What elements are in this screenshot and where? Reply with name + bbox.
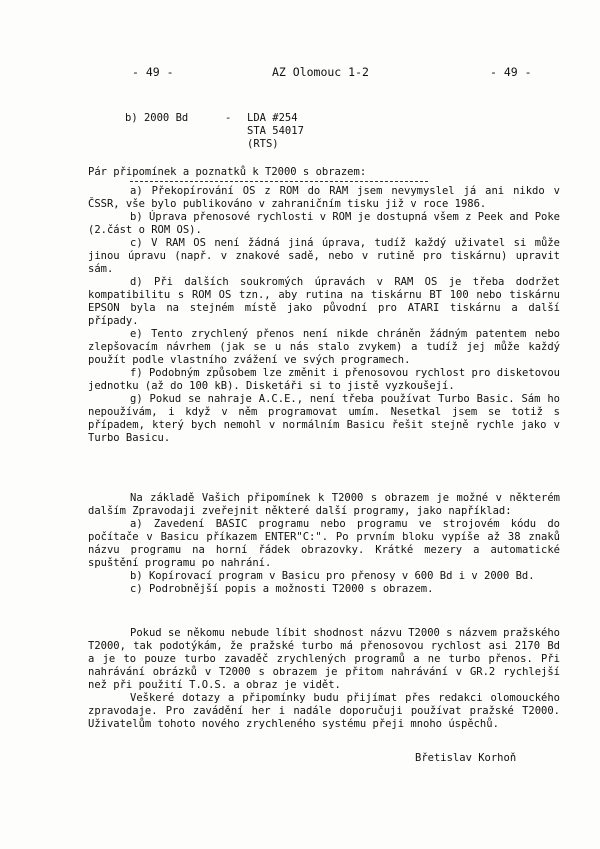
code-listing <box>125 112 304 151</box>
page-number-left: - 49 - <box>132 65 174 79</box>
program-intro: Na základě Vašich připomínek k T2000 s obrazem je možné v některém dalším Zpravodaji zveřejnit některé další programy, jako například: <box>88 492 560 517</box>
remarks-section <box>88 166 560 445</box>
code-line: (RTS) <box>247 138 279 150</box>
remark-item: c) V RAM OS není žádná jiná úprava, tudíž každý uživatel si může jinou úpravu (např. v znakové sadě, nebo v rutině pro tiskárnu) upravit sám. <box>88 237 560 275</box>
program-item: b) Kopírovací program v Basicu pro přenosy v 600 Bd i v 2000 Bd. <box>130 570 535 582</box>
remark-item: g) Pokud se nahraje A.C.E., není třeba používat Turbo Basic. Sám ho nepoužívám, i když v něm programovat umím. Nesetkal jsem se totiž s případem, který bych nemohl v normálním Basicu řešit stejně rychle jako v Turbo Basicu. <box>88 393 560 444</box>
remark-item: d) Při dalších soukromých úpravách v RAM OS je třeba dodržet kompatibilitu s ROM OS tzn., aby rutina na tiskárnu BT 100 nebo tiskárnu EPSON byla na stejném místě jako původní pro ATARI tiskárnu a další případy. <box>88 276 560 327</box>
code-line: STA 54017 <box>247 125 304 137</box>
page-number-right: - 49 - <box>490 65 532 79</box>
code-instructions <box>247 112 304 151</box>
remarks-heading: Pár připomínek a poznatků k T2000 s obrazem: <box>88 166 367 178</box>
author-signature: Břetislav Korhoň <box>415 752 517 764</box>
page-header-title: AZ Olomouc 1-2 <box>272 65 369 79</box>
closing-paragraph: Veškeré dotazy a připomínky budu přijímat přes redakci olomouckého zpravodaje. Pro zavádění her i nadále doporučuji používat pražské T2000. Uživatelům tohoto nového zrychleného systému přeji mnoho úspěchů. <box>88 692 560 730</box>
program-item: a) Zavedení BASIC programu nebo programu ve strojovém kódu do počítače v Basicu příkazem ENTER"C:". Po prvním bloku vypíše až 38 znaků názvu programu na horní řádek obrazovky. Krátké mezery a automatické spuštění programu po nahrání. <box>88 518 560 569</box>
remark-item: a) Překopírování OS z ROM do RAM jsem nevymyslel já ani nikdo v ČSSR, vše bylo publikováno v zahraničním tisku již v roce 1986. <box>88 185 560 210</box>
heading-rule <box>130 181 428 182</box>
closing-section <box>88 627 560 731</box>
code-line: LDA #254 <box>247 112 298 124</box>
code-label: b) 2000 Bd <box>125 112 189 124</box>
closing-paragraph: Pokud se někomu nebude líbit shodnost názvu T2000 s názvem pražského T2000, tak podotýkám, že pražské turbo má přenosovou rychlost asi 2170 Bd a je to pouze turbo zavaděč zrychlených programů a ne turbo přenos. Při nahrávání obrázků v T2000 s obrazem je přitom nahrávání v GR.2 rychlejší než při použití T.O.S. a obraz je vidět. <box>88 627 560 691</box>
remark-item: e) Tento zrychlený přenos není nikde chráněn žádným patentem nebo zlepšovacím návrhem (jak se u nás stalo zvykem) a tudíž jej může každý použít podle vlastního zvážení ve svých programech. <box>88 328 560 366</box>
program-item: c) Podrobnější popis a možnosti T2000 s obrazem. <box>130 583 434 595</box>
program-section <box>88 492 560 596</box>
remark-item: f) Podobným způsobem lze změnit i přenosovou rychlost pro disketovou jednotku (až do 100 kB). Disketáři si to jistě vyzkoušejí. <box>88 367 560 392</box>
remark-item: b) Úprava přenosové rychlosti v ROM je dostupná všem z Peek and Poke (2.část o ROM OS). <box>88 211 560 236</box>
code-dash: - <box>225 112 232 124</box>
